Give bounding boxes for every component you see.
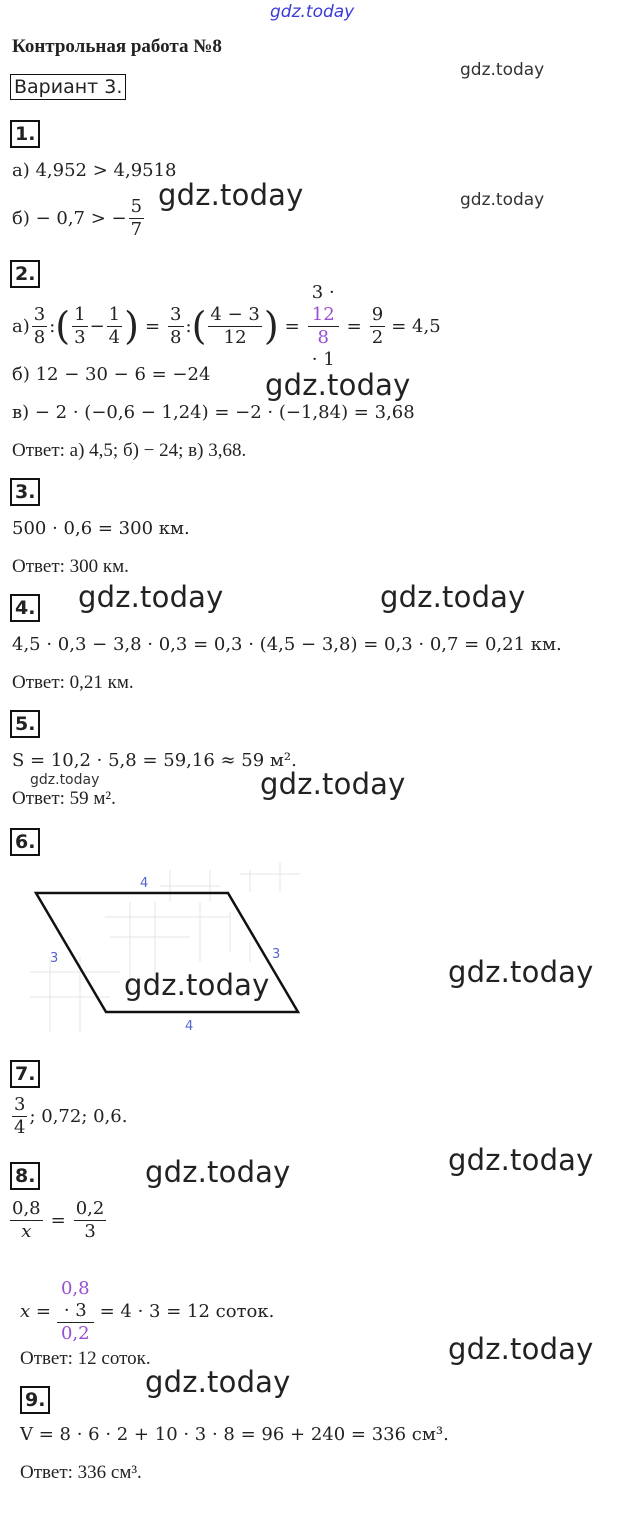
top-side-label: 4 [140, 876, 149, 891]
denominator: 7 [130, 219, 143, 240]
watermark: gdz.today [460, 60, 545, 80]
variant-label: Вариант 3. [10, 74, 126, 100]
lhs: x = [20, 1301, 51, 1322]
watermark: gdz.today [78, 580, 224, 614]
numerator-part: 3 · [311, 281, 335, 303]
task-number: 2. [10, 260, 40, 288]
numerator: 1 [108, 303, 121, 325]
task1-b [12, 196, 146, 241]
numerator: 0,2 [75, 1198, 105, 1219]
denominator-part: · 1 [311, 348, 335, 370]
watermark: gdz.today [260, 767, 406, 801]
numerator: 9 [371, 303, 384, 325]
operator: : [49, 315, 56, 337]
watermark: gdz.today [124, 968, 270, 1002]
task3-answer: Ответ: 300 км. [12, 556, 129, 577]
numerator: 3 [33, 303, 46, 325]
denominator: 4 [108, 326, 121, 348]
task2-b: б) 12 − 30 − 6 = −24 [12, 364, 211, 385]
operator: = [144, 315, 161, 337]
operator: − [89, 315, 105, 337]
denominator: 2 [371, 326, 384, 348]
task1-a: а) 4,952 > 4,9518 [12, 160, 177, 181]
numerator-highlight: 0,8 [60, 1278, 90, 1299]
watermark: gdz.today [265, 368, 411, 402]
numerator: 4 − 3 [210, 303, 260, 325]
task5-answer: Ответ: 59 м². [12, 788, 116, 809]
operator: = [346, 315, 362, 337]
watermark: gdz.today [145, 1155, 291, 1189]
watermark: gdz.today [448, 1332, 594, 1366]
top-watermark: gdz.today [270, 2, 355, 22]
task8-solution [20, 1278, 274, 1345]
task-number: 8. [10, 1162, 40, 1190]
numerator: 1 [74, 303, 86, 325]
task8-proportion: $\frac{0,8}{x}$ = $\frac{0,2}{3}$ [12, 1198, 105, 1242]
denominator: 8 [33, 326, 46, 348]
task7-line [10, 1094, 127, 1139]
bottom-side-label: 4 [185, 1019, 194, 1034]
parallelogram-figure [10, 862, 310, 1042]
right-side-label: 3 [272, 947, 281, 962]
task1-b-text: б) − 0,7 > − [12, 208, 127, 229]
rhs: = 4 · 3 = 12 соток. [99, 1301, 275, 1322]
task4-answer: Ответ: 0,21 км. [12, 672, 134, 693]
task9-answer: Ответ: 336 см³. [20, 1462, 142, 1483]
watermark: gdz.today [460, 190, 545, 210]
denominator: 4 [14, 1117, 26, 1138]
operator: = [284, 315, 300, 337]
task-number: 3. [10, 478, 40, 506]
page-title: Контрольная работа №8 [12, 36, 222, 57]
task3-line: 500 · 0,6 = 300 км. [12, 518, 190, 539]
task5-line: S = 10,2 · 5,8 = 59,16 ≈ 59 м². [12, 750, 297, 771]
task-number: 9. [20, 1386, 50, 1414]
task2-answer: Ответ: а) 4,5; б) − 24; в) 3,68. [12, 440, 247, 461]
numerator-highlight: 12 [311, 303, 335, 325]
watermark: gdz.today [145, 1365, 291, 1399]
denominator: 8 [170, 326, 182, 348]
fraction [129, 196, 144, 241]
denominator: x [21, 1221, 32, 1242]
operator: : [185, 315, 192, 337]
watermark: gdz.today [30, 772, 100, 788]
denominator: 3 [84, 1221, 96, 1242]
task-number: 6. [10, 828, 40, 856]
numerator: 5 [130, 196, 143, 217]
numerator: 3 [14, 1094, 26, 1115]
numerator: 3 [170, 303, 182, 325]
task-number: 1. [10, 120, 40, 148]
task4-line: 4,5 · 0,3 − 3,8 · 0,3 = 0,3 · (4,5 − 3,8) = 0,3 · 0,7 = 0,21 км. [12, 634, 562, 655]
watermark: gdz.today [448, 1143, 594, 1177]
denominator-highlight: 0,2 [60, 1323, 90, 1344]
task8-answer: Ответ: 12 соток. [20, 1348, 151, 1369]
numerator-part: · 3 [63, 1300, 87, 1321]
numerator: 0,8 [12, 1198, 41, 1219]
task2-a: а) $\frac{3}{8}$ : ( $\frac{1}{3}$ − $\frac{1}{4}$ ) = $\frac{3}{8}$ : ( $\frac{4 - 3}{12}$ ) = 3 · 12 8 · 1 = $\frac{9}{2}$ = 4,5 [12, 281, 441, 370]
left-side-label: 3 [50, 951, 59, 966]
denominator-highlight: 8 [317, 326, 329, 348]
watermark: gdz.today [380, 580, 526, 614]
task9-line: V = 8 · 6 · 2 + 10 · 3 · 8 = 96 + 240 = 336 см³. [20, 1424, 449, 1445]
task-number: 7. [10, 1060, 40, 1088]
watermark: gdz.today [448, 955, 594, 989]
denominator: 12 [223, 326, 247, 348]
task7-values: ; 0,72; 0,6. [29, 1106, 128, 1127]
task-number: 4. [10, 594, 40, 622]
watermark: gdz.today [158, 178, 304, 212]
task2-c: в) − 2 · (−0,6 − 1,24) = −2 · (−1,84) = 3,68 [12, 402, 415, 423]
item-prefix: а) [12, 315, 30, 337]
result: = 4,5 [391, 315, 441, 337]
denominator: 3 [74, 326, 86, 348]
task-number: 5. [10, 710, 40, 738]
